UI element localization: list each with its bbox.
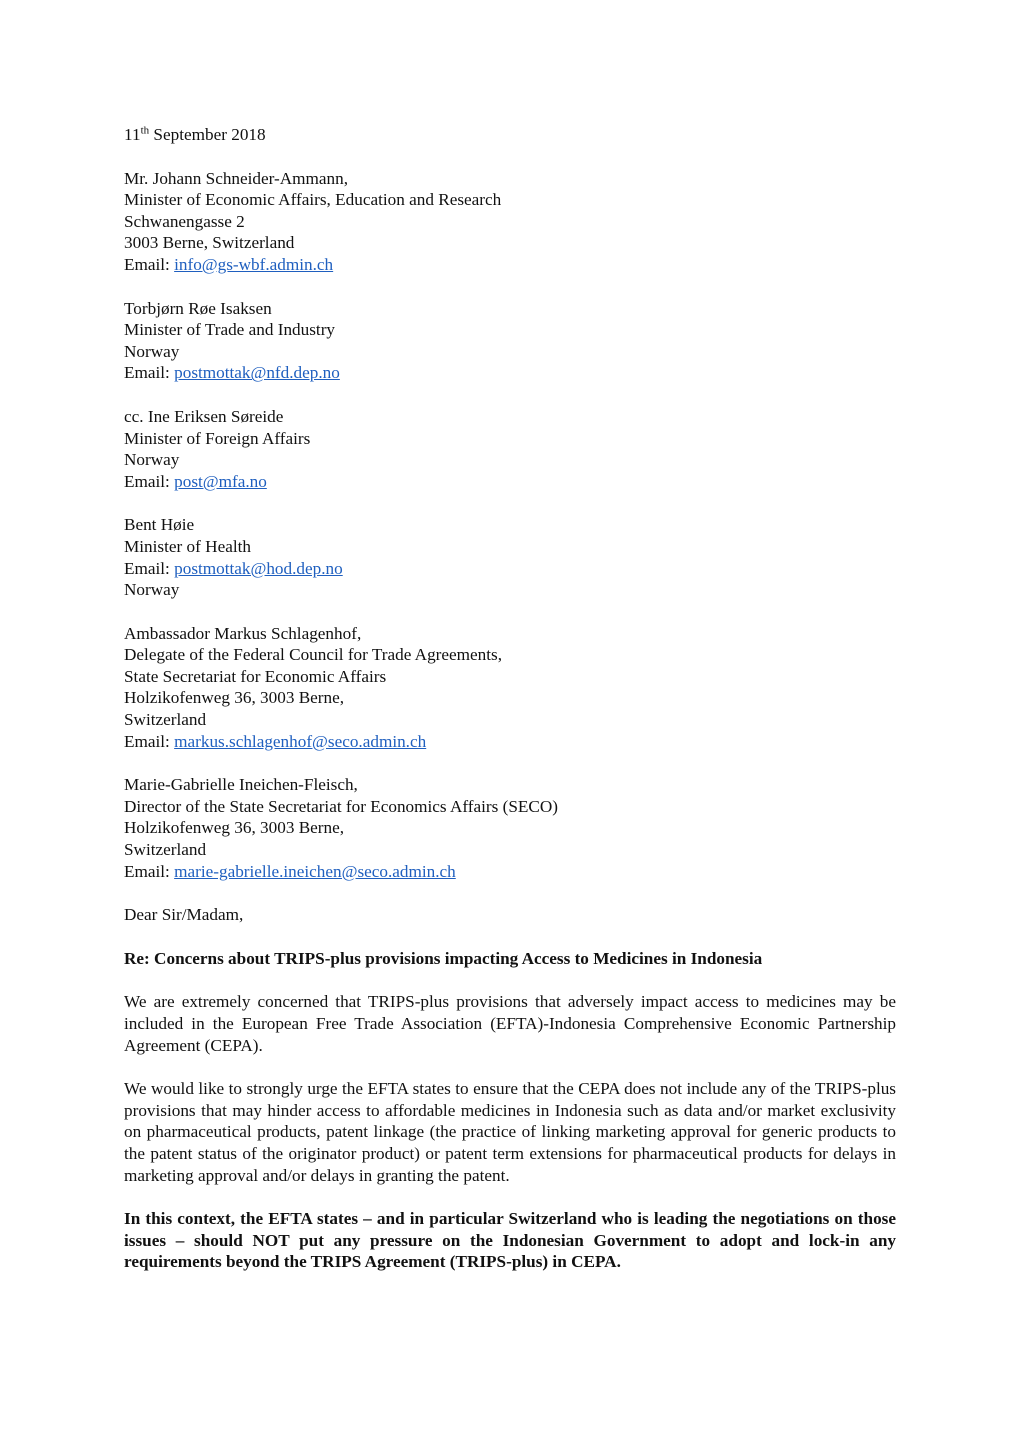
recipient-line: State Secretariat for Economic Affairs: [124, 666, 387, 686]
recipient-block: [124, 623, 896, 753]
recipient-line: Mr. Johann Schneider-Ammann,: [124, 168, 349, 188]
recipient-line: Minister of Economic Affairs, Education and Research: [124, 190, 502, 210]
recipient-line: Marie-Gabrielle Ineichen-Fleisch,: [124, 775, 358, 795]
subject-line: Re: Concerns about TRIPS-plus provisions impacting Access to Medicines in Indonesia: [124, 948, 763, 968]
email-label: Email:: [124, 861, 175, 881]
recipient-line: Bent Høie: [124, 515, 195, 535]
recipient-email-line: [124, 362, 896, 384]
recipient-email-line: [124, 471, 896, 493]
recipient-block: [124, 298, 896, 384]
email-label: Email:: [124, 471, 175, 491]
recipient-block: [124, 514, 896, 600]
recipient-line: Delegate of the Federal Council for Trade Agreements,: [124, 645, 503, 665]
recipient-line: Norway: [124, 341, 180, 361]
email-label: Email:: [124, 731, 175, 751]
salutation: Dear Sir/Madam,: [124, 905, 244, 925]
email-label: Email:: [124, 363, 175, 383]
body-paragraph: In this context, the EFTA states – and in particular Switzerland who is leading the negotiations on those issues – should NOT put any pressure on the Indonesian Government to adopt and lock-in any requirements beyond the TRIPS Agreement (TRIPS-plus) in CEPA.: [124, 1209, 896, 1272]
email-link[interactable]: marie-gabrielle.ineichen@seco.admin.ch: [174, 861, 456, 881]
recipient-line: Holzikofenweg 36, 3003 Berne,: [124, 688, 345, 708]
email-link[interactable]: postmottak@hod.dep.no: [174, 558, 343, 578]
recipient-line: Norway: [124, 580, 180, 600]
recipient-block: [124, 774, 896, 882]
recipient-line: cc. Ine Eriksen Søreide: [124, 406, 284, 426]
date-suffix: th: [140, 124, 150, 137]
email-link[interactable]: info@gs-wbf.admin.ch: [174, 254, 334, 274]
recipient-line: Holzikofenweg 36, 3003 Berne,: [124, 818, 345, 838]
recipient-line: Minister of Health: [124, 536, 251, 556]
recipient-email-line: [124, 861, 896, 883]
date-rest: September 2018: [149, 125, 266, 144]
recipient-line: Minister of Trade and Industry: [124, 320, 336, 340]
recipient-line: Switzerland: [124, 840, 207, 860]
recipient-email-line: [124, 731, 896, 753]
recipient-email-line: [124, 558, 896, 580]
email-link[interactable]: postmottak@nfd.dep.no: [174, 363, 340, 383]
body-paragraph: We are extremely concerned that TRIPS-plus provisions that adversely impact access to medicines may be included in the European Free Trade Association (EFTA)-Indonesia Comprehensive Economic Partnership Agreement (CEPA).: [124, 992, 896, 1055]
recipient-email-line: [124, 254, 896, 276]
email-label: Email:: [124, 254, 175, 274]
recipient-line: Norway: [124, 450, 180, 470]
letter-body: [124, 124, 896, 1295]
recipient-line: 3003 Berne, Switzerland: [124, 233, 295, 253]
recipient-line: Ambassador Markus Schlagenhof,: [124, 623, 362, 643]
recipient-block: [124, 406, 896, 492]
recipient-line: Torbjørn Røe Isaksen: [124, 298, 272, 318]
recipient-line: Director of the State Secretariat for Economics Affairs (SECO): [124, 796, 559, 816]
recipient-block: [124, 168, 896, 276]
email-label: Email:: [124, 558, 175, 578]
date-day: 11: [124, 125, 141, 144]
letter-date: [124, 124, 896, 146]
letter-paragraphs: [124, 991, 896, 1273]
recipient-line: Switzerland: [124, 710, 207, 730]
recipient-list: [124, 168, 896, 883]
recipient-line: Minister of Foreign Affairs: [124, 428, 311, 448]
email-link[interactable]: post@mfa.no: [174, 471, 267, 491]
recipient-line: Schwanengasse 2: [124, 211, 245, 231]
body-paragraph: We would like to strongly urge the EFTA states to ensure that the CEPA does not include any of the TRIPS-plus provisions that may hinder access to affordable medicines in Indonesia such as data and/or market exclusivity on pharmaceutical products, patent linkage (the practice of linking marketing approval for generic products to the patent status of the originator product) or patent term extensions for pharmaceutical products for delays in marketing approval and/or delays in granting the patent.: [124, 1079, 896, 1185]
email-link[interactable]: markus.schlagenhof@seco.admin.ch: [174, 731, 427, 751]
